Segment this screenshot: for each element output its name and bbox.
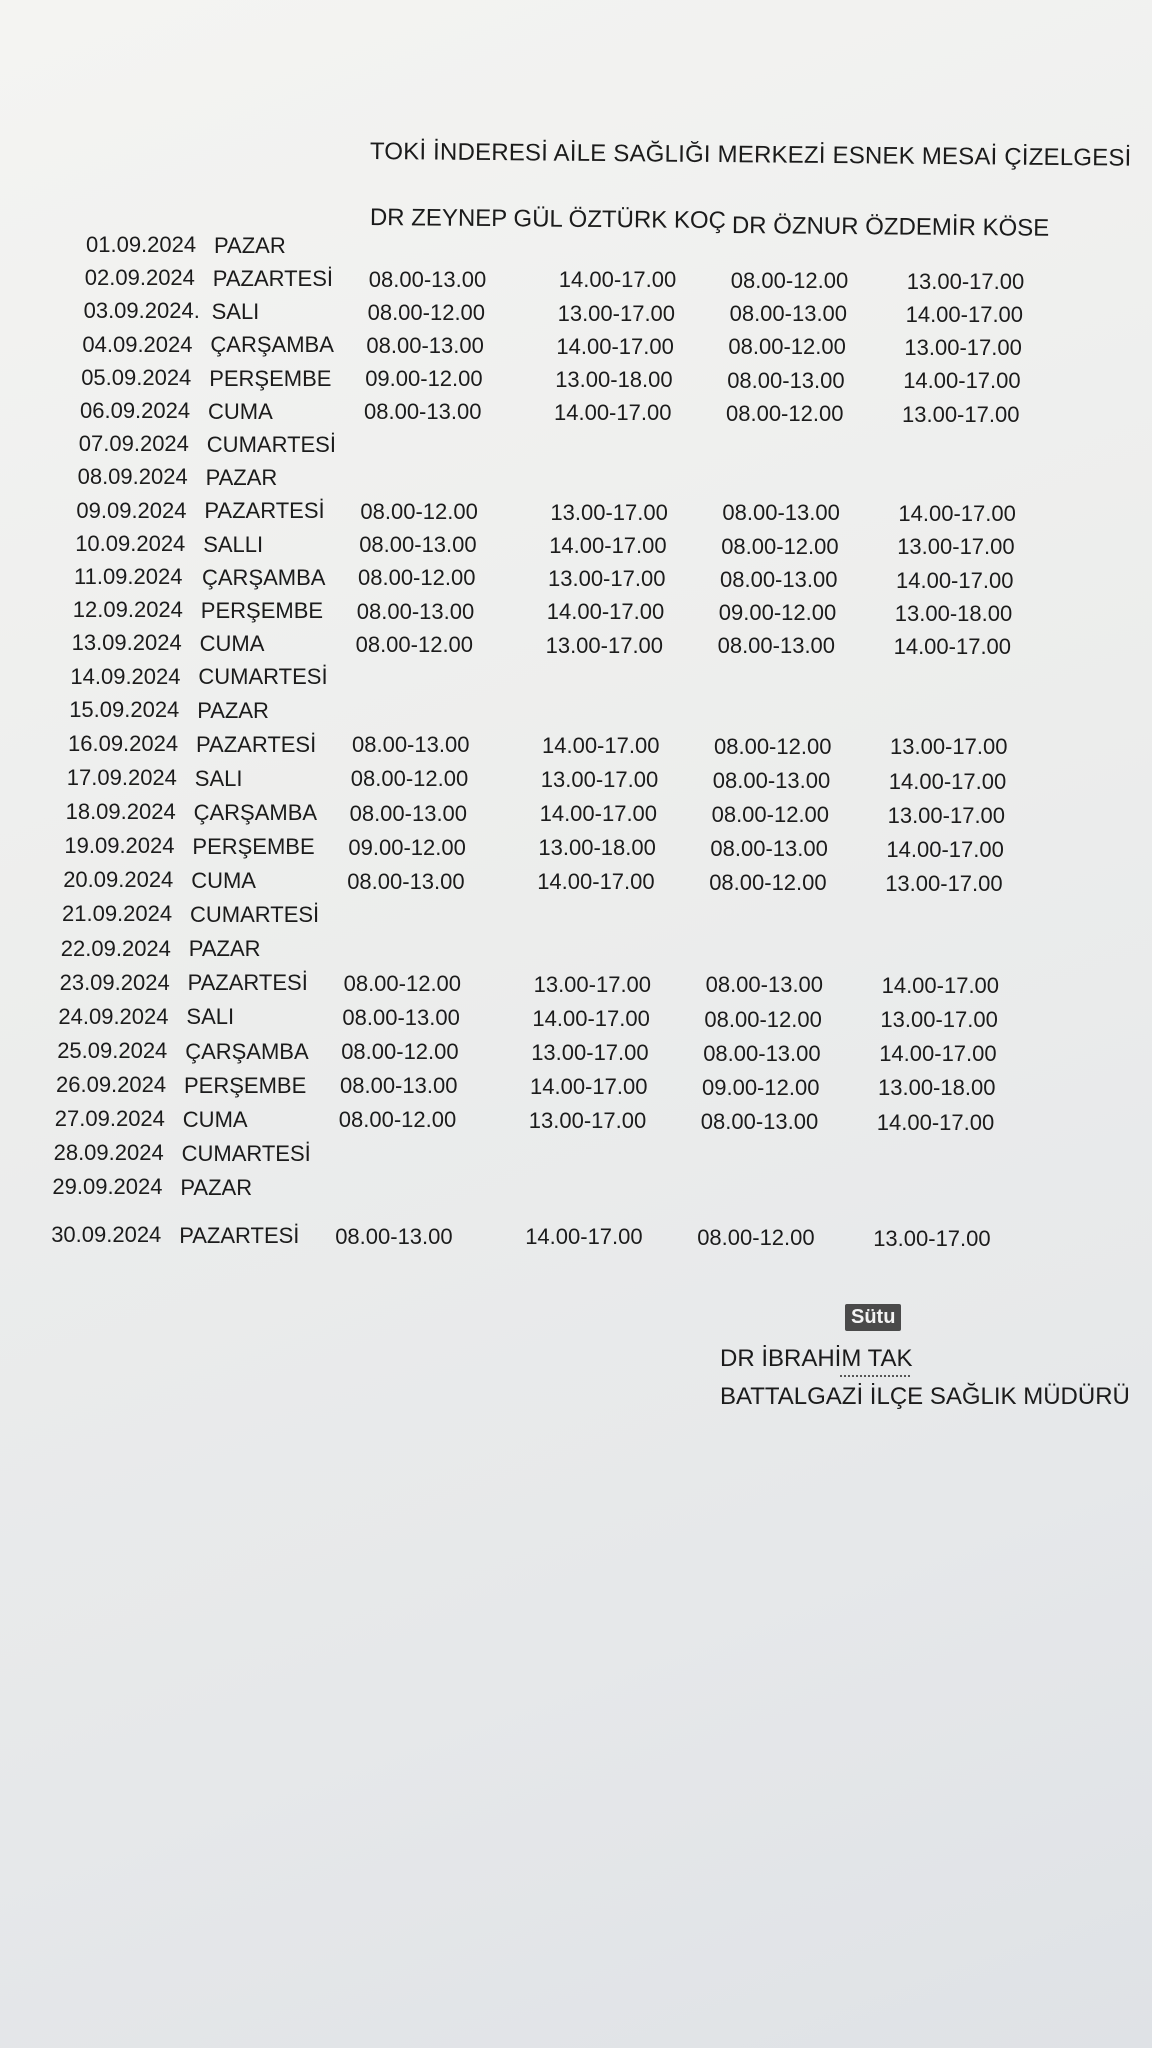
row-day: SALI: [186, 1004, 235, 1030]
doctor1-shift-afternoon: 13.00-17.00: [540, 767, 659, 793]
doctor1-shift-morning: 08.00-13.00: [349, 800, 468, 826]
doctor1-shift-afternoon: 14.00-17.00: [525, 1224, 643, 1250]
doctor2-shift-morning: 08.00-12.00: [709, 870, 827, 896]
row-date: 18.09.2024: [65, 799, 176, 825]
doctor2-shift-afternoon: 14.00-17.00: [898, 501, 1016, 527]
row-day: CUMA: [199, 631, 265, 657]
schedule-row: [0, 901, 1152, 931]
doctor1-shift-afternoon: 14.00-17.00: [532, 1005, 650, 1031]
doctor1-shift-morning: 08.00-13.00: [340, 1073, 458, 1099]
schedule-row: [0, 697, 1152, 727]
doctor1-shift-morning: 08.00-12.00: [343, 971, 462, 997]
schedule-row: [0, 630, 1152, 660]
doctor2-shift-morning: 08.00-13.00: [722, 500, 840, 526]
doctor2-shift-afternoon: 13.00-17.00: [887, 802, 1006, 828]
row-date: 16.09.2024: [68, 730, 179, 756]
row-date: 24.09.2024: [58, 1003, 169, 1029]
doctor2-shift-morning: 08.00-13.00: [705, 972, 824, 998]
row-date: 04.09.2024: [82, 331, 193, 357]
row-date: 28.09.2024: [53, 1140, 164, 1166]
doctor2-shift-morning: 08.00-12.00: [728, 334, 846, 360]
doctor2-shift-afternoon: 13.00-17.00: [904, 335, 1022, 361]
doctor2-shift-morning: 08.00-12.00: [721, 533, 839, 559]
doctor1-shift-morning: 09.00-12.00: [365, 366, 483, 392]
row-day: CUMARTESİ: [206, 431, 336, 457]
schedule-row: [0, 597, 1152, 627]
doctor2-shift-morning: 08.00-13.00: [720, 566, 838, 592]
schedule-row: [0, 833, 1152, 863]
schedule-row: [0, 731, 1152, 761]
doctor2-shift-morning: 08.00-13.00: [703, 1040, 821, 1066]
doctor1-shift-afternoon: 14.00-17.00: [556, 333, 674, 359]
doctor-header-2: DR ÖZNUR ÖZDEMİR KÖSE: [731, 212, 1050, 242]
schedule-row: [0, 332, 1152, 362]
row-day: PERŞEMBE: [184, 1072, 307, 1098]
doctor1-shift-afternoon: 13.00-17.00: [548, 566, 666, 592]
schedule-row: [0, 564, 1152, 594]
row-date: 25.09.2024: [57, 1037, 168, 1063]
doctor2-shift-morning: 08.00-13.00: [729, 301, 848, 327]
doctor1-shift-afternoon: 14.00-17.00: [539, 801, 658, 827]
doctor1-shift-morning: 09.00-12.00: [348, 834, 466, 860]
doctor1-shift-morning: 08.00-13.00: [364, 399, 482, 425]
row-date: 06.09.2024: [80, 398, 191, 423]
doctor1-shift-morning: 08.00-12.00: [360, 499, 478, 525]
doctor2-shift-morning: 08.00-12.00: [726, 400, 844, 426]
doctor1-shift-morning: 08.00-13.00: [342, 1005, 460, 1031]
doctor1-shift-afternoon: 14.00-17.00: [558, 267, 677, 293]
row-date: 23.09.2024: [59, 969, 170, 995]
doctor1-shift-afternoon: 14.00-17.00: [530, 1074, 648, 1100]
doctor1-shift-morning: 08.00-12.00: [338, 1107, 457, 1133]
schedule-row: [0, 1222, 1152, 1252]
doctor1-shift-afternoon: 13.00-17.00: [531, 1039, 649, 1065]
schedule-row: [0, 1106, 1152, 1136]
doctor1-shift-afternoon: 13.00-17.00: [533, 971, 652, 997]
schedule-row: [0, 398, 1152, 428]
bleed-through-text: [0, 1260, 1152, 2040]
doctor2-shift-morning: 08.00-12.00: [704, 1006, 822, 1032]
row-date: 03.09.2024.: [83, 298, 200, 324]
row-date: 09.09.2024: [76, 497, 187, 523]
row-day: ÇARŞAMBA: [193, 799, 318, 825]
doctor1-shift-afternoon: 13.00-17.00: [557, 300, 676, 326]
row-date: 21.09.2024: [62, 901, 173, 927]
doctor2-shift-morning: 08.00-13.00: [710, 836, 828, 862]
row-day: PAZARTESİ: [212, 265, 334, 291]
doctor1-shift-afternoon: 13.00-17.00: [528, 1108, 647, 1134]
doctor1-shift-morning: 08.00-12.00: [358, 565, 476, 591]
doctor1-shift-afternoon: 13.00-18.00: [555, 366, 673, 392]
schedule-row: [0, 1004, 1152, 1034]
signatory-name: DR İBRAHİM TAK: [720, 1345, 913, 1372]
schedule-row: [0, 531, 1152, 561]
doctor2-shift-afternoon: 14.00-17.00: [903, 368, 1021, 394]
row-date: 14.09.2024: [70, 663, 181, 689]
stamp-label: Sütu: [845, 1304, 901, 1331]
row-day: PAZAR: [197, 697, 269, 723]
row-day: PAZARTESİ: [187, 970, 308, 996]
row-day: ÇARŞAMBA: [185, 1038, 309, 1064]
doctor2-shift-afternoon: 13.00-17.00: [890, 734, 1008, 760]
doctor2-shift-morning: 08.00-12.00: [711, 801, 830, 827]
doctor1-shift-afternoon: 13.00-17.00: [550, 499, 668, 525]
document-title: TOKİ İNDERESİ AİLE SAĞLIĞI MERKEZİ ESNEK MESAİ ÇİZELGESİ: [369, 138, 1132, 172]
row-day: PAZAR: [180, 1174, 253, 1200]
row-day: PERŞEMBE: [192, 833, 315, 859]
doctor1-shift-afternoon: 13.00-17.00: [545, 632, 664, 658]
row-day: CUMARTESİ: [190, 902, 320, 928]
row-day: CUMA: [182, 1106, 248, 1132]
doctor2-shift-morning: 08.00-12.00: [730, 268, 849, 294]
doctor2-shift-afternoon: 14.00-17.00: [879, 1041, 997, 1067]
row-date: 17.09.2024: [66, 765, 177, 790]
row-day: SALLI: [203, 531, 264, 557]
doctor2-shift-afternoon: 13.00-18.00: [878, 1075, 996, 1101]
doctor2-shift-afternoon: 13.00-17.00: [897, 534, 1015, 560]
doctor1-shift-morning: 08.00-12.00: [355, 631, 474, 657]
doctor1-shift-afternoon: 14.00-17.00: [546, 599, 665, 625]
schedule-row: [0, 298, 1152, 328]
row-day: ÇARŞAMBA: [202, 564, 326, 590]
signature-line: [840, 1375, 910, 1377]
doctor2-shift-afternoon: 14.00-17.00: [888, 768, 1007, 794]
doctor2-shift-afternoon: 14.00-17.00: [896, 567, 1014, 593]
doctor2-shift-morning: 08.00-13.00: [700, 1108, 819, 1134]
row-date: 07.09.2024: [78, 431, 189, 457]
schedule-row: [0, 1072, 1152, 1102]
row-date: 27.09.2024: [54, 1106, 165, 1131]
row-day: PAZARTESİ: [204, 498, 325, 524]
schedule-row: [0, 1140, 1152, 1170]
schedule-row: [0, 970, 1152, 1000]
doctor1-shift-morning: 08.00-13.00: [335, 1223, 453, 1249]
doctor2-shift-morning: 08.00-12.00: [697, 1225, 815, 1251]
doctor2-shift-afternoon: 13.00-17.00: [902, 401, 1020, 427]
doctor1-shift-morning: 08.00-13.00: [359, 532, 477, 558]
schedule-row: [0, 867, 1152, 897]
schedule-row: [0, 1174, 1152, 1204]
schedule-row: [0, 799, 1152, 829]
row-day: PAZAR: [214, 232, 286, 258]
schedule-row: [0, 232, 1152, 262]
doctor1-shift-morning: 08.00-13.00: [366, 333, 484, 359]
row-day: PAZARTESİ: [196, 731, 317, 757]
row-day: SALI: [211, 299, 260, 325]
doctor1-shift-morning: 08.00-13.00: [352, 732, 470, 758]
doctor1-shift-morning: 08.00-13.00: [356, 598, 475, 624]
row-date: 01.09.2024: [86, 232, 197, 257]
row-date: 05.09.2024: [81, 364, 192, 390]
doctor1-shift-morning: 08.00-13.00: [347, 868, 465, 894]
row-date: 11.09.2024: [74, 564, 183, 589]
schedule-row: [0, 464, 1152, 494]
row-day: PERŞEMBE: [209, 365, 332, 391]
row-date: 02.09.2024: [84, 265, 195, 291]
doctor1-shift-morning: 08.00-12.00: [341, 1039, 459, 1065]
doctor1-shift-afternoon: 14.00-17.00: [554, 400, 672, 426]
schedule-row: [0, 431, 1152, 461]
row-date: 08.09.2024: [77, 464, 188, 490]
doctor2-shift-afternoon: 13.00-17.00: [873, 1225, 991, 1251]
doctor2-shift-morning: 08.00-13.00: [712, 767, 831, 793]
doctor2-shift-afternoon: 14.00-17.00: [886, 836, 1004, 862]
row-date: 20.09.2024: [63, 867, 174, 893]
doctor-header-1: DR ZEYNEP GÜL ÖZTÜRK KOÇ: [369, 204, 727, 235]
doctor1-shift-afternoon: 14.00-17.00: [542, 733, 660, 759]
row-date: 13.09.2024: [71, 630, 182, 656]
doctor2-shift-morning: 09.00-12.00: [718, 600, 837, 626]
doctor2-shift-afternoon: 14.00-17.00: [876, 1109, 995, 1135]
schedule-row: [0, 765, 1152, 795]
doctor1-shift-morning: 08.00-13.00: [368, 266, 487, 292]
schedule-row: [0, 365, 1152, 395]
doctor2-shift-afternoon: 13.00-17.00: [906, 268, 1025, 294]
schedule-row: [0, 664, 1152, 694]
schedule-row: [0, 265, 1152, 295]
doctor1-shift-morning: 08.00-12.00: [367, 299, 486, 325]
row-date: 26.09.2024: [56, 1071, 167, 1097]
doctor2-shift-afternoon: 14.00-17.00: [881, 973, 1000, 999]
row-date: 10.09.2024: [75, 530, 186, 556]
row-day: CUMA: [191, 868, 256, 894]
schedule-row: [0, 936, 1152, 966]
row-day: CUMARTESİ: [198, 664, 328, 690]
row-date: 19.09.2024: [64, 833, 175, 859]
row-day: CUMA: [208, 398, 273, 424]
row-date: 22.09.2024: [60, 935, 171, 961]
row-day: CUMARTESİ: [181, 1140, 311, 1166]
doctor1-shift-afternoon: 13.00-18.00: [538, 835, 656, 861]
row-day: PERŞEMBE: [200, 597, 324, 623]
schedule-row: [0, 498, 1152, 528]
doctor2-shift-afternoon: 14.00-17.00: [893, 633, 1012, 659]
doctor2-shift-morning: 09.00-12.00: [702, 1074, 820, 1100]
row-date: 15.09.2024: [69, 696, 180, 722]
doctor2-shift-morning: 08.00-12.00: [714, 733, 832, 759]
doctor2-shift-afternoon: 13.00-18.00: [894, 600, 1013, 626]
row-date: 30.09.2024: [51, 1222, 162, 1248]
doctor2-shift-morning: 08.00-13.00: [727, 367, 845, 393]
row-date: 12.09.2024: [72, 597, 183, 623]
row-day: ÇARŞAMBA: [210, 332, 334, 358]
doctor2-shift-afternoon: 13.00-17.00: [885, 870, 1003, 896]
schedule-row: [0, 1038, 1152, 1068]
signatory-title: BATTALGAZİ İLÇE SAĞLIK MÜDÜRÜ: [720, 1383, 1130, 1410]
doctor2-shift-afternoon: 13.00-17.00: [880, 1007, 998, 1033]
row-day: PAZAR: [188, 936, 261, 962]
doctor2-shift-afternoon: 14.00-17.00: [905, 301, 1024, 327]
doctor1-shift-afternoon: 14.00-17.00: [549, 532, 667, 558]
doctor2-shift-morning: 08.00-13.00: [717, 633, 836, 659]
doctor1-shift-morning: 08.00-12.00: [350, 766, 469, 792]
doctor1-shift-afternoon: 14.00-17.00: [537, 869, 655, 895]
row-day: PAZARTESİ: [179, 1223, 300, 1249]
row-date: 29.09.2024: [52, 1174, 163, 1200]
row-day: SALI: [194, 765, 243, 791]
row-day: PAZAR: [205, 465, 278, 491]
